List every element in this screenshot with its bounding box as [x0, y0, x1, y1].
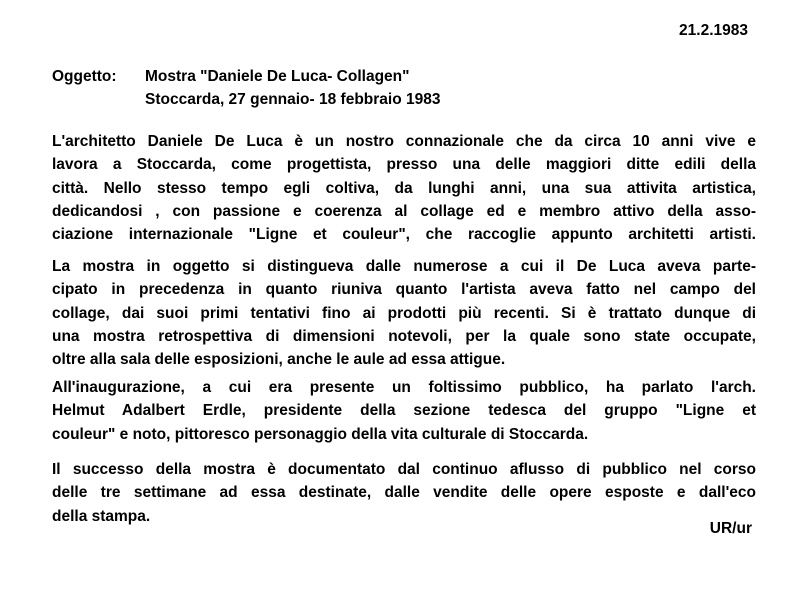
paragraph-2: [52, 255, 756, 371]
paragraph-line: città. Nello stesso tempo egli coltiva, da lunghi anni, una sua attivita artistica,: [52, 179, 756, 197]
paragraph-line: ciazione internazionale "Ligne et couleur", che raccoglie appunto architetti artisti.: [52, 226, 756, 244]
paragraph-4: [52, 458, 756, 528]
subject-label: Oggetto:: [52, 68, 117, 85]
paragraph-line: collage, dai suoi primi tentativi fino ai prodotti più recenti. Si è trattato dunque di: [52, 304, 756, 322]
paragraph-line: All'inaugurazione, a cui era presente un foltissimo pubblico, ha parlato l'arch.: [52, 379, 756, 396]
paragraph-3: [52, 376, 756, 446]
signature-initials: UR/ur: [709, 520, 752, 537]
paragraph-line: couleur" e noto, pittoresco personaggio della vita culturale di Stoccarda.: [52, 425, 589, 443]
subject-venue-dates: Stoccarda, 27 gennaio- 18 febbraio 1983: [145, 91, 441, 108]
paragraph-1: [52, 130, 756, 246]
subject-indent: [52, 88, 145, 111]
paragraph-line: Il successo della mostra è documentato dal continuo aflusso di pubblico nel corso: [52, 461, 756, 478]
paragraph-line: della stampa.: [52, 507, 151, 525]
subject-line-1: [52, 65, 440, 88]
subject-line-2: [52, 88, 440, 111]
letter-date: 21.2.1983: [679, 22, 748, 39]
paragraph-line: lavora a Stoccarda, come progettista, presso una delle maggiori ditte edili della: [52, 156, 756, 174]
paragraph-line: La mostra in oggetto si distingueva dalle numerose a cui il De Luca aveva parte-: [52, 258, 756, 275]
paragraph-line: cipato in precedenza in quanto riuniva quanto l'artista aveva fatto nel campo del: [52, 281, 756, 299]
subject-block: [52, 65, 440, 111]
paragraph-line: una mostra retrospettiva di dimensioni notevoli, per la quale sono state occupate,: [52, 327, 756, 345]
subject-title: Mostra "Daniele De Luca- Collagen": [145, 68, 410, 85]
paragraph-line: delle tre settimane ad essa destinate, dalle vendite delle opere esposte e dall'eco: [52, 484, 756, 502]
paragraph-line: Helmut Adalbert Erdle, presidente della sezione tedesca del gruppo "Ligne et: [52, 402, 756, 420]
paragraph-line: oltre alla sala delle esposizioni, anche le aule ad essa attigue.: [52, 351, 506, 369]
paragraph-line: dedicandosi , con passione e coerenza al collage ed e membro attivo della asso-: [52, 202, 756, 220]
paragraph-line: L'architetto Daniele De Luca è un nostro connazionale che da circa 10 anni vive e: [52, 133, 756, 150]
